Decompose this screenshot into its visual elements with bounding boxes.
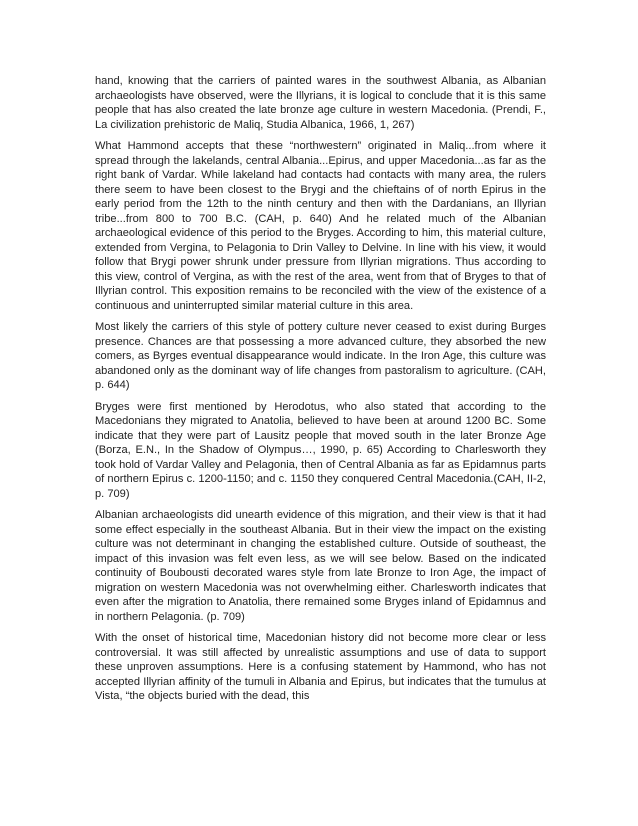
paragraph-4: Bryges were first mentioned by Herodotus, who also stated that according to the Macedonians they migrated to Anatolia, believed to have been at around 1200 BC. Some indicate that they were part of Lausitz people that moved south in the later Bronze Age (Borza, E.N., In the Shadow of Olympus…, 1990, p. 65) According to Charlesworth they took hold of Vardar Valley and Pelagonia, then of Central Albania as far as Epidamnus parts of northern Epirus c. 1200-1150; and c. 1150 they conquered Central Macedonia.(CAH, II-2, p. 709): [95, 400, 546, 500]
paragraph-3: Most likely the carriers of this style of pottery culture never ceased to exist during Burges presence. Chances are that possessing a more advanced culture, they absorbed the new comers, as Byrges eventual disappearance would indicate. In the Iron Age, this culture was abandoned only as the dominant way of life changes from pastoralism to agriculture. (CAH, p. 644): [95, 321, 546, 391]
paragraph-6: With the onset of historical time, Macedonian history did not become more clear or less controversial. It was still affected by unrealistic assumptions and use of data to support these unproven assumptions. Here is a confusing statement by Hammond, who has not accepted Illyrian affinity of the tumuli in Albania and Epirus, but indicates that the tumulus at Vista, “the objects buried with the dead, this: [95, 632, 546, 702]
paragraph-1: hand, knowing that the carriers of painted wares in the southwest Albania, as Albanian archaeologists have observed, were the Illyrians, it is logical to conclude that it is this same people that has also created the late bronze age culture in western Macedonia. (Prendi, F., La civilization prehistoric de Maliq, Studia Albanica, 1966, 1, 267): [95, 75, 546, 131]
paragraph-5: Albanian archaeologists did unearth evidence of this migration, and their view is that it had some effect especially in the southeast Albania. But in their view the impact on the existing culture was not determinant in changing the established culture. Outside of southeast, the impact of this invasion was felt even less, as we will see below. Based on the indicated continuity of Boubousti decorated wares style from late Bronze to Iron Age, the impact of migration on western Macedonia was not overwhelming either. Charlesworth indicates that even after the migration to Anatolia, there remained some Bryges inland of Epidamnus and in northern Pelagonia. (p. 709): [95, 509, 546, 623]
paragraph-2: What Hammond accepts that these “northwestern” originated in Maliq...from where it spread through the lakelands, central Albania...Epirus, and upper Macedonia...as far as the right bank of Vardar. While lakeland had contacts had contacts with many area, the rulers there seem to have been closest to the Brygi and the chieftains of of north Epirus in the early period from the 12th to the ninth century and then with the Dardanians, an Illyrian tribe...from 800 to 700 B.C. (CAH, p. 640) And he related much of the Albanian archaeological evidence of this period to the Bryges. According to him, this material culture, extended from Vergina, to Pelagonia to Drin Valley to Delvine. In line with his view, it would follow that Brygi power shrunk under pressure from Illyrian migrations. Thus according to this view, control of Vergina, as with the rest of the area, went from that of Bryges to that of Illyrian control. This exposition remains to be reconciled with the view of the existence of a continuous and uninterrupted similar material culture in this area.: [95, 140, 546, 312]
body-text: [95, 74, 546, 711]
